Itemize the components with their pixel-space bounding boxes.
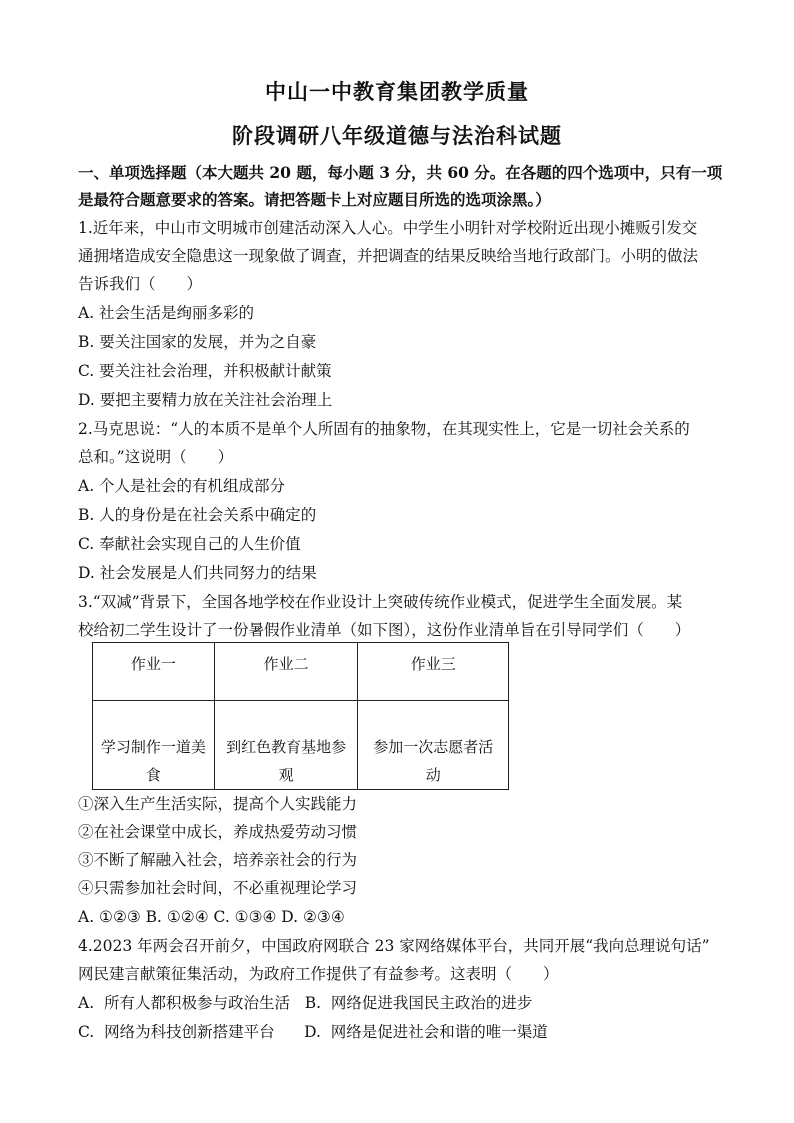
table-row — [93, 701, 509, 790]
table-header-cell: 作业三 — [358, 643, 509, 701]
q1-stem-line2: 通拥堵造成安全隐患这一现象做了调查，并把调查的结果反映给当地行政部门。小明的做法 — [78, 247, 699, 265]
q2-option-b: B. 人的身份是在社会关系中确定的 — [78, 506, 317, 524]
exam-title-line2: 阶段调研八年级道德与法治科试题 — [232, 123, 562, 148]
q4-options-row1: A. 所有人都积极参与政治生活 B. 网络促进我国民主政治的进步 — [78, 994, 533, 1012]
table-cell-text: 学习制作一道美食 — [100, 738, 206, 784]
q3-stem-line1: 3.“双减”背景下，全国各地学校在作业设计上突破传统作业模式，促进学生全面发展。某 — [78, 593, 683, 611]
q2-option-c: C. 奉献社会实现自己的人生价值 — [78, 535, 301, 553]
table-header-cell: 作业一 — [93, 643, 215, 701]
table-cell — [358, 701, 509, 790]
q1-option-d: D. 要把主要精力放在关注社会治理上 — [78, 391, 333, 409]
q1-stem-line1: 1.近年来，中山市文明城市创建活动深入人心。中学生小明针对学校附近出现小摊贩引发交 — [78, 219, 698, 237]
q2-stem-line2: 总和。”这说明（ ） — [78, 448, 234, 466]
q1-option-b: B. 要关注国家的发展，并为之自豪 — [78, 333, 317, 351]
q3-choices: A. ①②③ B. ①②④ C. ①③④ D. ②③④ — [78, 908, 345, 926]
q1-option-c: C. 要关注社会治理，并积极献计献策 — [78, 362, 332, 380]
section-instructions-line2: 是最符合题意要求的答案。请把答题卡上对应题目所选的选项涂黑。） — [78, 190, 551, 209]
homework-table — [92, 642, 509, 790]
table-cell-text: 参加一次志愿者活动 — [373, 738, 494, 784]
q4-options-row2: C. 网络为科技创新搭建平台 D. 网络是促进社会和谐的唯一渠道 — [78, 1023, 548, 1041]
q4-stem-line1: 4.2023 年两会召开前夕，中国政府网联合 23 家网络媒体平台，共同开展“我向总理说句话” — [78, 937, 710, 955]
q4-stem-line2: 网民建言献策征集活动，为政府工作提供了有益参考。这表明（ ） — [78, 965, 559, 983]
q3-statement-4: ④只需参加社会时间，不必重视理论学习 — [78, 879, 358, 897]
q3-statement-1: ①深入生产生活实际，提高个人实践能力 — [78, 795, 358, 813]
q3-statement-2: ②在社会课堂中成长，养成热爱劳动习惯 — [78, 823, 358, 841]
table-header-cell: 作业二 — [214, 643, 358, 701]
q2-option-d: D. 社会发展是人们共同努力的结果 — [78, 564, 317, 582]
q3-stem-line2: 校给初二学生设计了一份暑假作业清单（如下图），这份作业清单旨在引导同学们（ ） — [78, 621, 691, 639]
section-instructions-line1: 一、单项选择题（本大题共 20 题，每小题 3 分，共 60 分。在各题的四个选项中，只有一项 — [78, 163, 723, 182]
table-cell-text: 到红色教育基地参观 — [226, 738, 347, 784]
q2-stem-line1: 2.马克思说：“人的本质不是单个人所固有的抽象物，在其现实性上，它是一切社会关系的 — [78, 420, 690, 438]
q1-stem-line3: 告诉我们（ ） — [78, 275, 203, 293]
table-row — [93, 643, 509, 701]
q3-statement-3: ③不断了解融入社会，培养亲社会的行为 — [78, 851, 358, 869]
q2-option-a: A. 个人是社会的有机组成部分 — [78, 477, 286, 495]
table-cell — [93, 701, 215, 790]
exam-title-line1: 中山一中教育集团教学质量 — [265, 79, 529, 104]
table-cell — [214, 701, 358, 790]
q1-option-a: A. 社会生活是绚丽多彩的 — [78, 304, 255, 322]
